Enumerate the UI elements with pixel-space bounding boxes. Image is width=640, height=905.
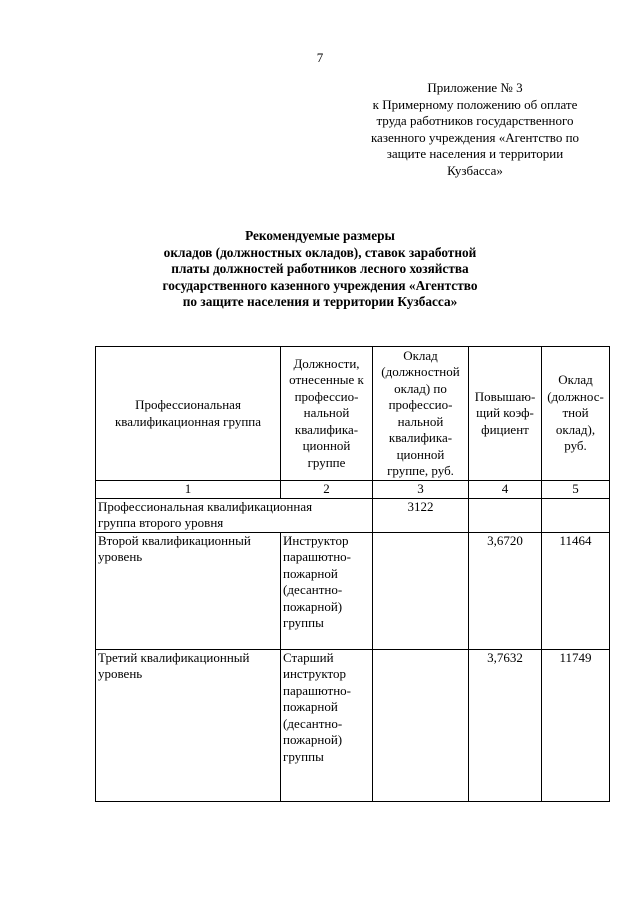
level-cell: Второй квалификационный уровень [96,532,281,649]
title-line: Рекомендуемые размеры [245,228,395,243]
appendix-line: к Примерному положению об оплате [372,96,578,112]
document-title [150,228,490,311]
empty-cell [542,498,610,532]
appendix-line: Приложение № 3 [427,80,523,95]
header-cell-coefficient: Повышаю- щий коэф- фициент [469,347,542,481]
title-line: платы должностей работников лесного хозяйства [171,261,469,276]
coefficient-cell: 3,6720 [469,532,542,649]
header-cell-group: Профессиональная квалификационная группа [96,347,281,481]
empty-cell [469,498,542,532]
salary-table [95,346,610,802]
column-number: 2 [281,481,373,499]
title-line: государственного казенного учреждения «Агентство [162,277,478,293]
column-number: 4 [469,481,542,499]
column-number: 1 [96,481,281,499]
title-line: окладов (должностных окладов), ставок заработной [163,244,477,260]
table-header-row [96,347,610,481]
table-row [96,532,610,649]
title-line: по защите населения и территории Кузбасса» [182,294,458,309]
position-cell: Инструктор парашютно- пожарной (десантно- пожарной) группы [281,532,373,649]
position-cell: Старший инструктор парашютно- пожарной (десантно- пожарной) группы [281,649,373,801]
empty-cell [373,649,469,801]
group-name-cell: Профессиональная квалификационная группа второго уровня [96,498,373,532]
page-number: 7 [316,50,324,65]
appendix-line: казенного учреждения «Агентство по [370,129,580,145]
salary-cell: 11749 [542,649,610,801]
group-salary-cell: 3122 [373,498,469,532]
appendix-line: труда работников государственного [376,113,574,128]
header-cell-positions: Должности, отнесенные к профессио- нальной квалифика- ционной группе [281,347,373,481]
appendix-reference [340,80,610,179]
empty-cell [373,532,469,649]
header-cell-group-salary: Оклад (должностной оклад) по профессио- нальной квалифика- ционной группе, руб. [373,347,469,481]
column-number: 5 [542,481,610,499]
group-row [96,498,610,532]
column-number-row [96,481,610,499]
table-row [96,649,610,801]
header-cell-salary: Оклад (должнос- тной оклад), руб. [542,347,610,481]
appendix-line: Кузбасса» [447,162,503,178]
column-number: 3 [373,481,469,499]
salary-cell: 11464 [542,532,610,649]
level-cell: Третий квалификационный уровень [96,649,281,801]
coefficient-cell: 3,7632 [469,649,542,801]
appendix-line: защите населения и территории [386,146,564,161]
